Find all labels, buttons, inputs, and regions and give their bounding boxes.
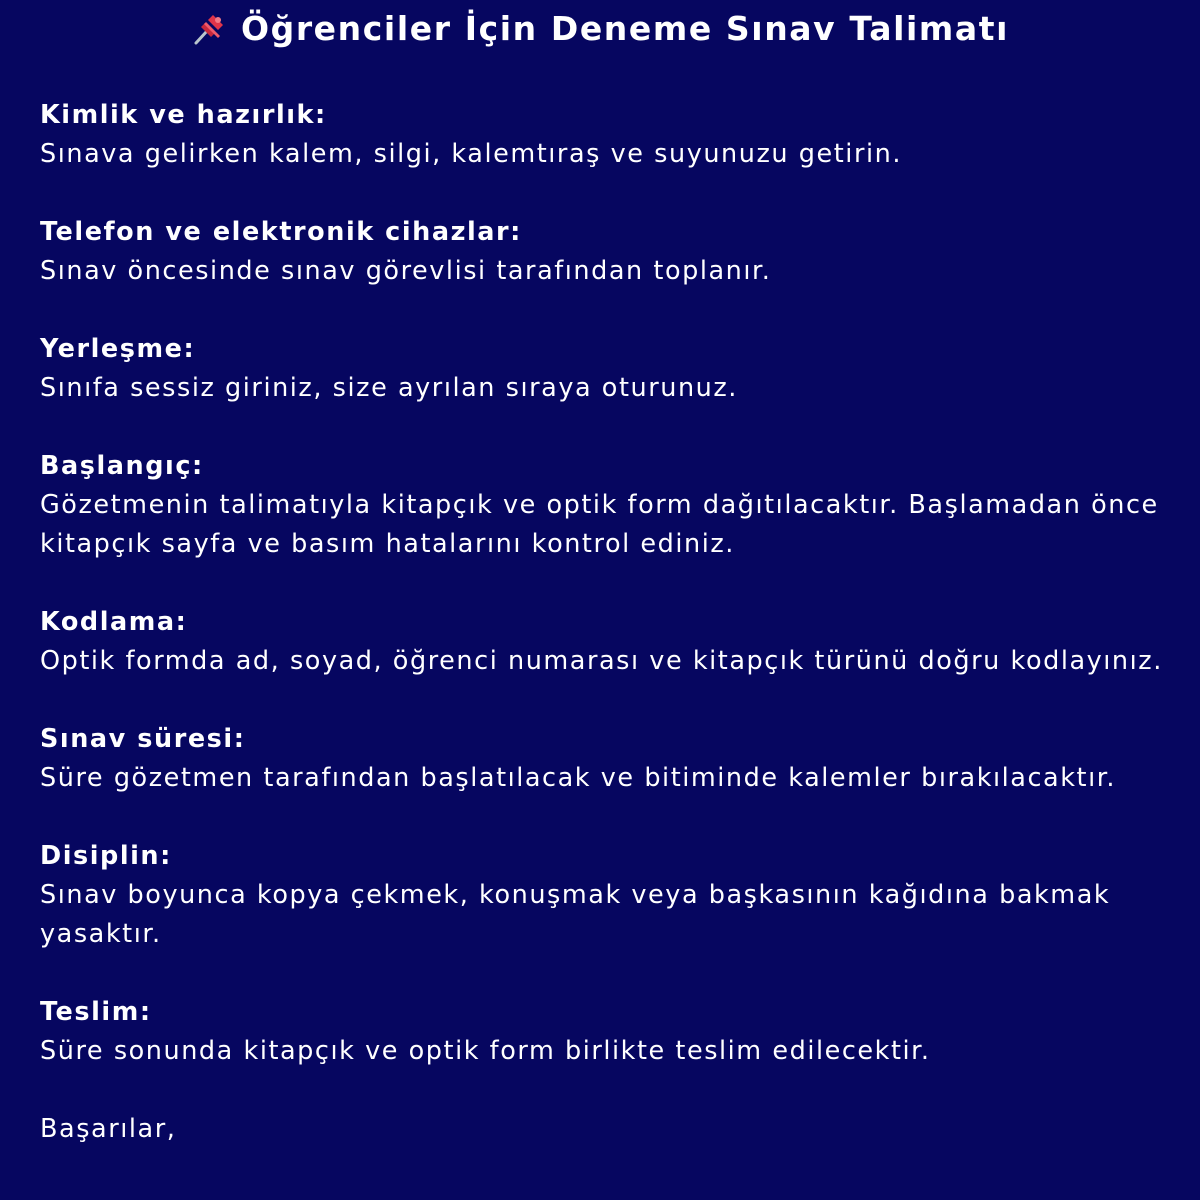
section-text: Süre sonunda kitapçık ve optik form birlikte teslim edilecektir. — [40, 1036, 931, 1066]
section-heading: Sınav süresi: — [40, 724, 246, 754]
instruction-section-duration — [40, 720, 1190, 798]
section-heading: Telefon ve elektronik cihazlar: — [40, 217, 522, 247]
instruction-section-phones — [40, 213, 1190, 291]
section-text: Gözetmenin talimatıyla kitapçık ve optik form dağıtılacaktır. Başlamadan önce kitapçık sayfa ve basım hatalarını kontrol ediniz. — [40, 490, 1159, 559]
instruction-section-start — [40, 447, 1190, 564]
section-heading: Yerleşme: — [40, 334, 196, 364]
title-row — [0, 6, 1200, 50]
instruction-list — [40, 96, 1190, 1149]
section-text: Sınav öncesinde sınav görevlisi tarafından toplanır. — [40, 256, 772, 286]
section-text: Süre gözetmen tarafından başlatılacak ve bitiminde kalemler bırakılacaktır. — [40, 763, 1117, 793]
instruction-section-submission — [40, 993, 1190, 1071]
section-heading: Disiplin: — [40, 841, 172, 871]
section-text: Sınava gelirken kalem, silgi, kalemtıraş ve suyunuzu getirin. — [40, 139, 902, 169]
section-heading: Kimlik ve hazırlık: — [40, 100, 327, 130]
closing-text: Başarılar, — [40, 1114, 177, 1144]
instruction-section-coding — [40, 603, 1190, 681]
instruction-section-seating — [40, 330, 1190, 408]
section-text: Sınıfa sessiz giriniz, size ayrılan sıraya oturunuz. — [40, 373, 738, 403]
section-text: Optik formda ad, soyad, öğrenci numarası ve kitapçık türünü doğru kodlayınız. — [40, 646, 1163, 676]
section-heading: Teslim: — [40, 997, 152, 1027]
instruction-section-identity — [40, 96, 1190, 174]
section-heading: Başlangıç: — [40, 451, 204, 481]
section-text: Sınav boyunca kopya çekmek, konuşmak veya başkasının kağıdına bakmak yasaktır. — [40, 880, 1111, 949]
pushpin-icon — [191, 9, 229, 47]
page-title: Öğrenciler İçin Deneme Sınav Talimatı — [240, 8, 1010, 48]
section-heading: Kodlama: — [40, 607, 188, 637]
instruction-section-discipline — [40, 837, 1190, 954]
